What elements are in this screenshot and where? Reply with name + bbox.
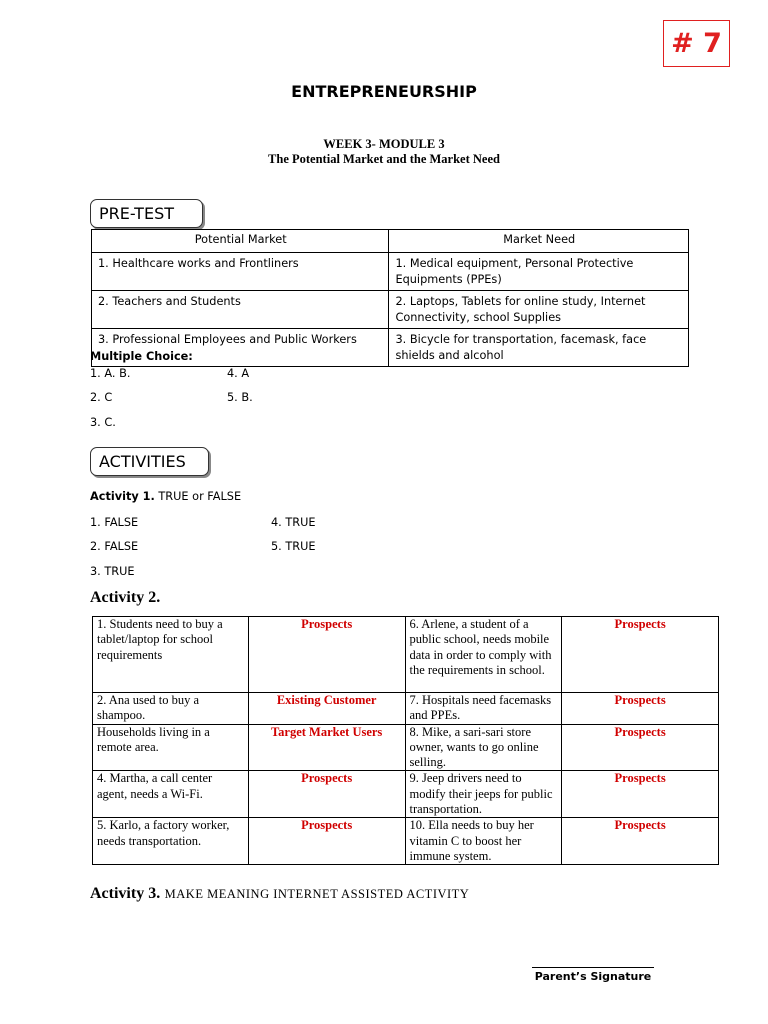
- week-module-heading: WEEK 3- MODULE 3: [323, 137, 445, 151]
- activities-label: ACTIVITIES: [90, 447, 209, 476]
- table-cell: 9. Jeep drivers need to modify their jeeps for public transportation.: [405, 771, 562, 818]
- table-cell: 1. Healthcare works and Frontliners: [92, 253, 389, 291]
- table-cell: 10. Ella needs to buy her vitamin C to boost her immune system.: [405, 818, 562, 865]
- table-cell: 5. Karlo, a factory worker, needs transportation.: [93, 818, 249, 865]
- classification-label: Prospects: [562, 771, 719, 818]
- mc-answer: 4. A: [227, 367, 250, 380]
- table-row: [93, 818, 719, 865]
- table-cell: 3. Bicycle for transportation, facemask, face shields and alcohol: [389, 329, 689, 367]
- pretest-header-row: [92, 230, 689, 253]
- page-number-badge: # 7: [663, 20, 730, 67]
- classification-label: Prospects: [562, 818, 719, 865]
- activity3-title: Activity 3.: [90, 885, 161, 902]
- classification-label: Prospects: [248, 617, 405, 693]
- mc-answer: 3. C.: [90, 416, 116, 429]
- mc-answer: 2. C: [90, 391, 113, 404]
- module-subtitle: The Potential Market and the Market Need: [268, 152, 500, 166]
- table-row: [92, 253, 689, 291]
- activity1-instruction: TRUE or FALSE: [158, 490, 242, 503]
- activity1-answer: 2. FALSE: [90, 540, 139, 553]
- activity1-answer: 1. FALSE: [90, 516, 139, 529]
- classification-label: Prospects: [562, 693, 719, 725]
- classification-label: Prospects: [562, 617, 719, 693]
- table-cell: 7. Hospitals need facemasks and PPEs.: [405, 693, 562, 725]
- classification-label: Prospects: [248, 818, 405, 865]
- signature-line: [532, 967, 654, 968]
- table-cell: 3. Professional Employees and Public Workers: [92, 329, 389, 367]
- table-cell: 2. Laptops, Tablets for online study, Internet Connectivity, school Supplies: [389, 291, 689, 329]
- table-cell: 2. Teachers and Students: [92, 291, 389, 329]
- table-cell: 2. Ana used to buy a shampoo.: [93, 693, 249, 725]
- multiple-choice-heading: Multiple Choice:: [90, 350, 193, 363]
- activity3-heading: [90, 885, 469, 903]
- activity1-answer: 4. TRUE: [271, 516, 316, 529]
- header-market-need: Market Need: [389, 230, 689, 253]
- classification-label: Prospects: [562, 724, 719, 771]
- table-cell: 1. Students need to buy a tablet/laptop for school requirements: [93, 617, 249, 693]
- table-row: [93, 617, 719, 693]
- pretest-label: PRE-TEST: [90, 199, 203, 228]
- table-cell: 6. Arlene, a student of a public school, needs mobile data in order to comply with the requirements in school.: [405, 617, 562, 693]
- classification-label: Target Market Users: [248, 724, 405, 771]
- table-row: [93, 771, 719, 818]
- activity2-table: [92, 616, 719, 865]
- classification-label: Existing Customer: [248, 693, 405, 725]
- pretest-table: [91, 229, 689, 367]
- activity2-heading: Activity 2.: [90, 589, 161, 606]
- activity1-answer: 5. TRUE: [271, 540, 316, 553]
- table-row: [93, 693, 719, 725]
- table-cell: 1. Medical equipment, Personal Protective Equipments (PPEs): [389, 253, 689, 291]
- page-title: ENTREPRENEURSHIP: [291, 82, 477, 101]
- parent-signature-label: Parent’s Signature: [534, 970, 652, 983]
- activity1-answer: 3. TRUE: [90, 565, 135, 578]
- table-row: [92, 291, 689, 329]
- activity3-instruction: MAKE MEANING INTERNET ASSISTED ACTIVITY: [164, 887, 470, 901]
- table-cell: Households living in a remote area.: [93, 724, 249, 771]
- table-row: [93, 724, 719, 771]
- header-potential-market: Potential Market: [92, 230, 389, 253]
- activity1-title: Activity 1.: [90, 490, 155, 503]
- table-cell: 8. Mike, a sari-sari store owner, wants to go online selling.: [405, 724, 562, 771]
- classification-label: Prospects: [248, 771, 405, 818]
- mc-answer: 5. B.: [227, 391, 253, 404]
- mc-answer: 1. A. B.: [90, 367, 131, 380]
- activity1-heading: [90, 490, 241, 503]
- table-cell: 4. Martha, a call center agent, needs a Wi-Fi.: [93, 771, 249, 818]
